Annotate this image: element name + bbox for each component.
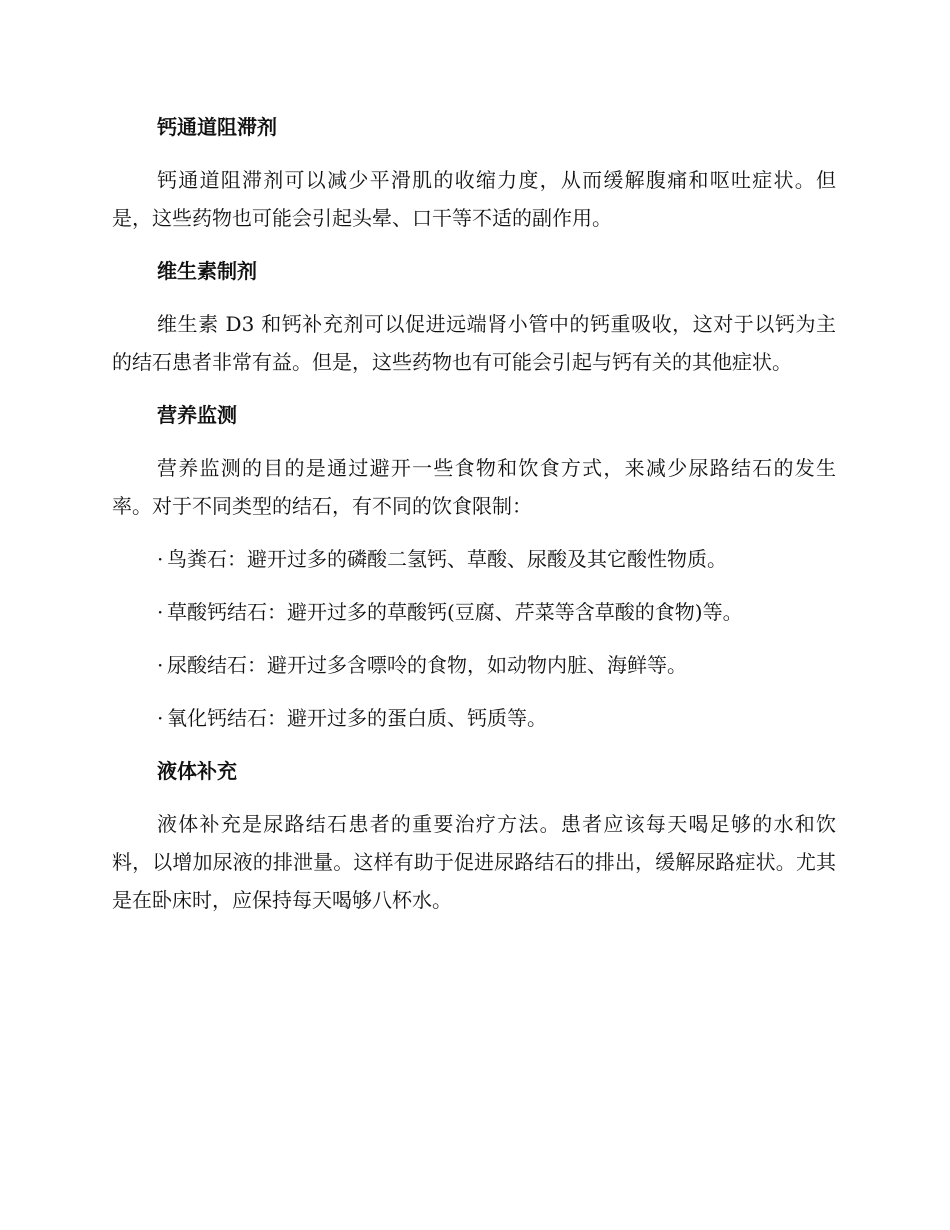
list-item: [112, 646, 836, 684]
document-page: [112, 108, 836, 919]
bullet-mark: ·: [157, 706, 164, 730]
section-paragraph-fluid-supplementation: 液体补充是尿路结石患者的重要治疗方法。患者应该每天喝足够的水和饮料，以增加尿液的排泄量。这样有助于促进尿路结石的排出，缓解尿路症状。尤其是在卧床时，应保持每天喝够八杯水。: [112, 812, 836, 912]
section-paragraph-vitamin-preparations: 维生素 D3 和钙补充剂可以促进远端肾小管中的钙重吸收，这对于以钙为主的结石患者非常有益。但是，这些药物也有可能会引起与钙有关的其他症状。: [112, 312, 836, 374]
bullet-mark: ·: [157, 547, 164, 571]
section-heading-nutrition-monitoring: 营养监测: [157, 403, 237, 427]
section-paragraph-calcium-channel-blockers: 钙通道阻滞剂可以减少平滑肌的收缩力度，从而缓解腹痛和呕吐症状。但是，这些药物也可能会引起头晕、口干等不适的副作用。: [112, 168, 836, 230]
list-item-text: 尿酸结石：避开过多含嘌呤的食物，如动物内脏、海鲜等。: [167, 653, 687, 677]
section-heading-vitamin-preparations: 维生素制剂: [157, 259, 257, 283]
bullet-mark: ·: [157, 653, 164, 677]
list-item: [112, 540, 836, 578]
list-item: [112, 699, 836, 737]
list-item-text: 氧化钙结石：避开过多的蛋白质、钙质等。: [167, 706, 547, 730]
section-heading-calcium-channel-blockers: 钙通道阻滞剂: [157, 115, 277, 139]
section-heading-fluid-supplementation: 液体补充: [157, 759, 237, 783]
diet-bullet-list: [112, 540, 836, 737]
section-paragraph-nutrition-monitoring: 营养监测的目的是通过避开一些食物和饮食方式，来减少尿路结石的发生率。对于不同类型的结石，有不同的饮食限制：: [112, 456, 836, 518]
bullet-mark: ·: [157, 600, 164, 624]
list-item: [112, 593, 836, 631]
list-item-text: 鸟粪石：避开过多的磷酸二氢钙、草酸、尿酸及其它酸性物质。: [167, 547, 727, 571]
list-item-text: 草酸钙结石：避开过多的草酸钙(豆腐、芹菜等含草酸的食物)等。: [167, 600, 743, 624]
